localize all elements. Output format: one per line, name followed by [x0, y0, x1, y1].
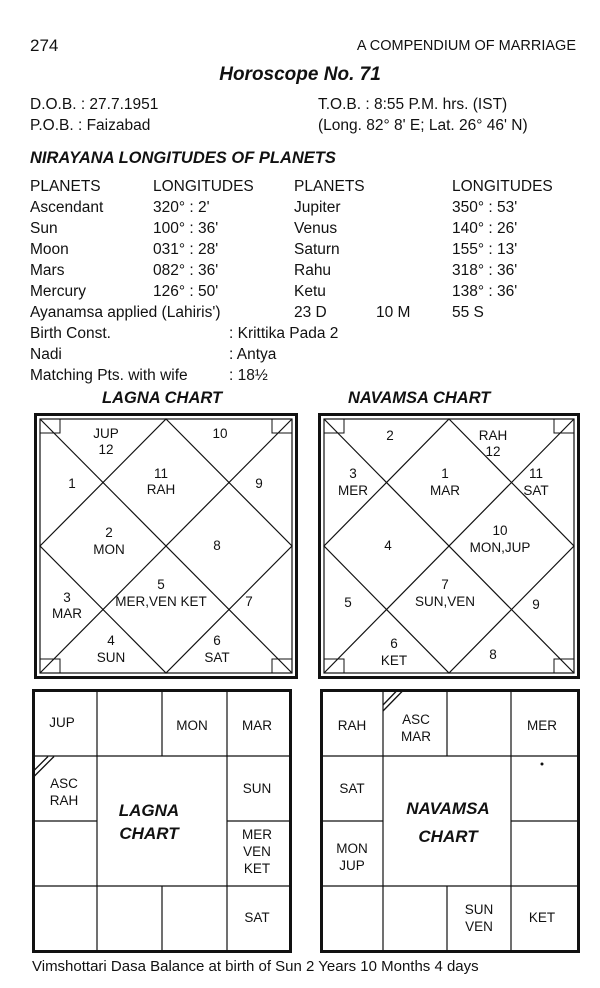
aries-planet-1: ASC — [402, 712, 430, 727]
scorpio-planet-1: SUN — [464, 902, 494, 917]
house-9-number: 9 — [532, 597, 540, 612]
planet-name: Jupiter — [294, 199, 341, 216]
house-7-number: 7 — [245, 594, 253, 609]
ayanamsa-degrees: 23 D — [294, 304, 327, 321]
house-4-number: 4 — [384, 538, 392, 553]
birth-const-label: Birth Const. — [30, 325, 111, 342]
planet-name: Mercury — [30, 283, 86, 300]
house-3-planets: MER — [338, 483, 368, 498]
planet-longitude: 140° : 26' — [452, 220, 518, 237]
house-10-planets: MON,JUP — [469, 540, 531, 555]
house-1-planets: MAR — [430, 483, 460, 498]
scorpio-planet-2: VEN — [465, 919, 493, 934]
coordinates: (Long. 82° 8' E; Lat. 26° 46' N) — [318, 117, 528, 134]
house-2-planets: MON — [93, 542, 125, 557]
page-number: 274 — [30, 36, 59, 55]
planet-longitude: 100° : 36' — [153, 220, 219, 237]
dob: D.O.B. : 27.7.1951 — [30, 96, 159, 113]
taurus-planet-1: MON — [176, 718, 208, 733]
matching-value: : 18½ — [229, 367, 268, 384]
house-2-number: 2 — [105, 525, 113, 540]
planet-name: Venus — [294, 220, 338, 237]
house-4-number: 4 — [107, 633, 115, 648]
pisces-planet-1: RAH — [337, 718, 367, 733]
libra-planet-1: KET — [528, 910, 556, 925]
house-12-planets: JUP — [93, 426, 119, 441]
house-12-number: 12 — [485, 444, 501, 459]
house-11-planets: RAH — [146, 482, 176, 497]
planet-name: Ketu — [294, 283, 326, 300]
house-9-number: 9 — [255, 476, 263, 491]
gemini-planet-1: MER — [527, 718, 557, 733]
dasa-balance: Vimshottari Dasa Balance at birth of Sun 2 Years 10 Months 4 days — [32, 958, 479, 975]
planet-longitude: 082° : 36' — [153, 262, 219, 279]
ayanamsa-label: Ayanamsa applied (Lahiris') — [30, 304, 221, 321]
house-12-planets: RAH — [478, 428, 508, 443]
house-1-number: 1 — [441, 466, 449, 481]
leo-planet-1: MER — [242, 827, 272, 842]
planet-longitude: 318° : 36' — [452, 262, 518, 279]
house-10-number: 10 — [492, 523, 508, 538]
house-3-number: 3 — [63, 590, 71, 605]
running-title: A COMPENDIUM OF MARRIAGE — [356, 38, 576, 54]
capricorn-planet-1: MON — [336, 841, 368, 856]
leo-planet-2: VEN — [243, 844, 271, 859]
navamsa-north-chart — [318, 413, 580, 679]
aries-planet-2: MAR — [401, 729, 431, 744]
col-planets-left: PLANETS — [30, 178, 101, 195]
house-6-number: 6 — [390, 636, 398, 651]
house-11-number: 11 — [528, 466, 544, 481]
house-5-planets: MER,VEN KET — [115, 594, 207, 609]
aquarius-planet-1: SAT — [339, 781, 365, 796]
pisces-planet-1: JUP — [49, 715, 75, 730]
planet-name: Sun — [30, 220, 58, 237]
lagna-chart-title: LAGNA CHART — [102, 389, 223, 407]
house-8-number: 8 — [213, 538, 221, 553]
tob: T.O.B. : 8:55 P.M. hrs. (IST) — [318, 96, 508, 113]
pob: P.O.B. : Faizabad — [30, 117, 151, 134]
planet-name: Mars — [30, 262, 65, 279]
lagna-south-chart — [32, 689, 292, 953]
lagna-center-line2: CHART — [119, 824, 179, 843]
planet-longitude: 320° : 2' — [153, 199, 210, 216]
planet-name: Saturn — [294, 241, 340, 258]
virgo-planet-1: SAT — [244, 910, 270, 925]
horoscope-title: Horoscope No. 71 — [219, 64, 381, 85]
matching-label: Matching Pts. with wife — [30, 367, 188, 384]
leo-planet-3: KET — [243, 861, 271, 876]
house-7-planets: SUN,VEN — [414, 594, 476, 609]
house-5-number: 5 — [344, 595, 352, 610]
col-longitudes-left: LONGITUDES — [153, 178, 254, 195]
gemini-planet-1: MAR — [242, 718, 272, 733]
col-planets-right: PLANETS — [294, 178, 365, 195]
planet-longitude: 350° : 53' — [452, 199, 518, 216]
cancer-planet-1: SUN — [242, 781, 272, 796]
planet-longitude: 126° : 50' — [153, 283, 219, 300]
planet-name: Moon — [30, 241, 69, 258]
house-3-planets: MAR — [52, 606, 82, 621]
lagna-north-chart — [34, 413, 298, 679]
house-10-number: 10 — [212, 426, 228, 441]
planet-longitude: 155° : 13' — [452, 241, 518, 258]
planet-longitude: 138° : 36' — [452, 283, 518, 300]
navamsa-chart-title: NAVAMSA CHART — [348, 389, 491, 407]
house-1-number: 1 — [68, 476, 76, 491]
longitudes-heading: NIRAYANA LONGITUDES OF PLANETS — [30, 149, 336, 167]
aquarius-planet-2: RAH — [49, 793, 79, 808]
house-6-planets: KET — [380, 653, 408, 668]
house-6-number: 6 — [213, 633, 221, 648]
lagna-center-line1: LAGNA — [118, 801, 180, 820]
ayanamsa-seconds: 55 S — [452, 304, 484, 321]
house-6-planets: SAT — [204, 650, 230, 665]
ink-dot — [541, 763, 544, 766]
nadi-value: : Antya — [229, 346, 277, 363]
house-2-number: 2 — [386, 428, 394, 443]
planet-longitude: 031° : 28' — [153, 241, 219, 258]
house-12-number: 12 — [98, 442, 114, 457]
house-7-number: 7 — [441, 577, 449, 592]
planet-name: Ascendant — [30, 199, 104, 216]
house-3-number: 3 — [349, 466, 357, 481]
ayanamsa-minutes: 10 M — [376, 304, 411, 321]
navamsa-south-chart — [320, 689, 580, 953]
aquarius-planet-1: ASC — [50, 776, 78, 791]
planet-name: Rahu — [294, 262, 332, 279]
navamsa-center-line1: NAVAMSA — [406, 799, 490, 818]
house-8-number: 8 — [489, 647, 497, 662]
nadi-label: Nadi — [30, 346, 62, 363]
navamsa-center-line2: CHART — [418, 827, 478, 846]
house-4-planets: SUN — [96, 650, 126, 665]
col-longitudes-right: LONGITUDES — [452, 178, 553, 195]
house-11-planets: SAT — [523, 483, 549, 498]
house-11-number: 11 — [153, 466, 169, 481]
capricorn-planet-2: JUP — [339, 858, 365, 873]
house-5-number: 5 — [157, 577, 165, 592]
birth-const-value: : Krittika Pada 2 — [229, 325, 339, 342]
